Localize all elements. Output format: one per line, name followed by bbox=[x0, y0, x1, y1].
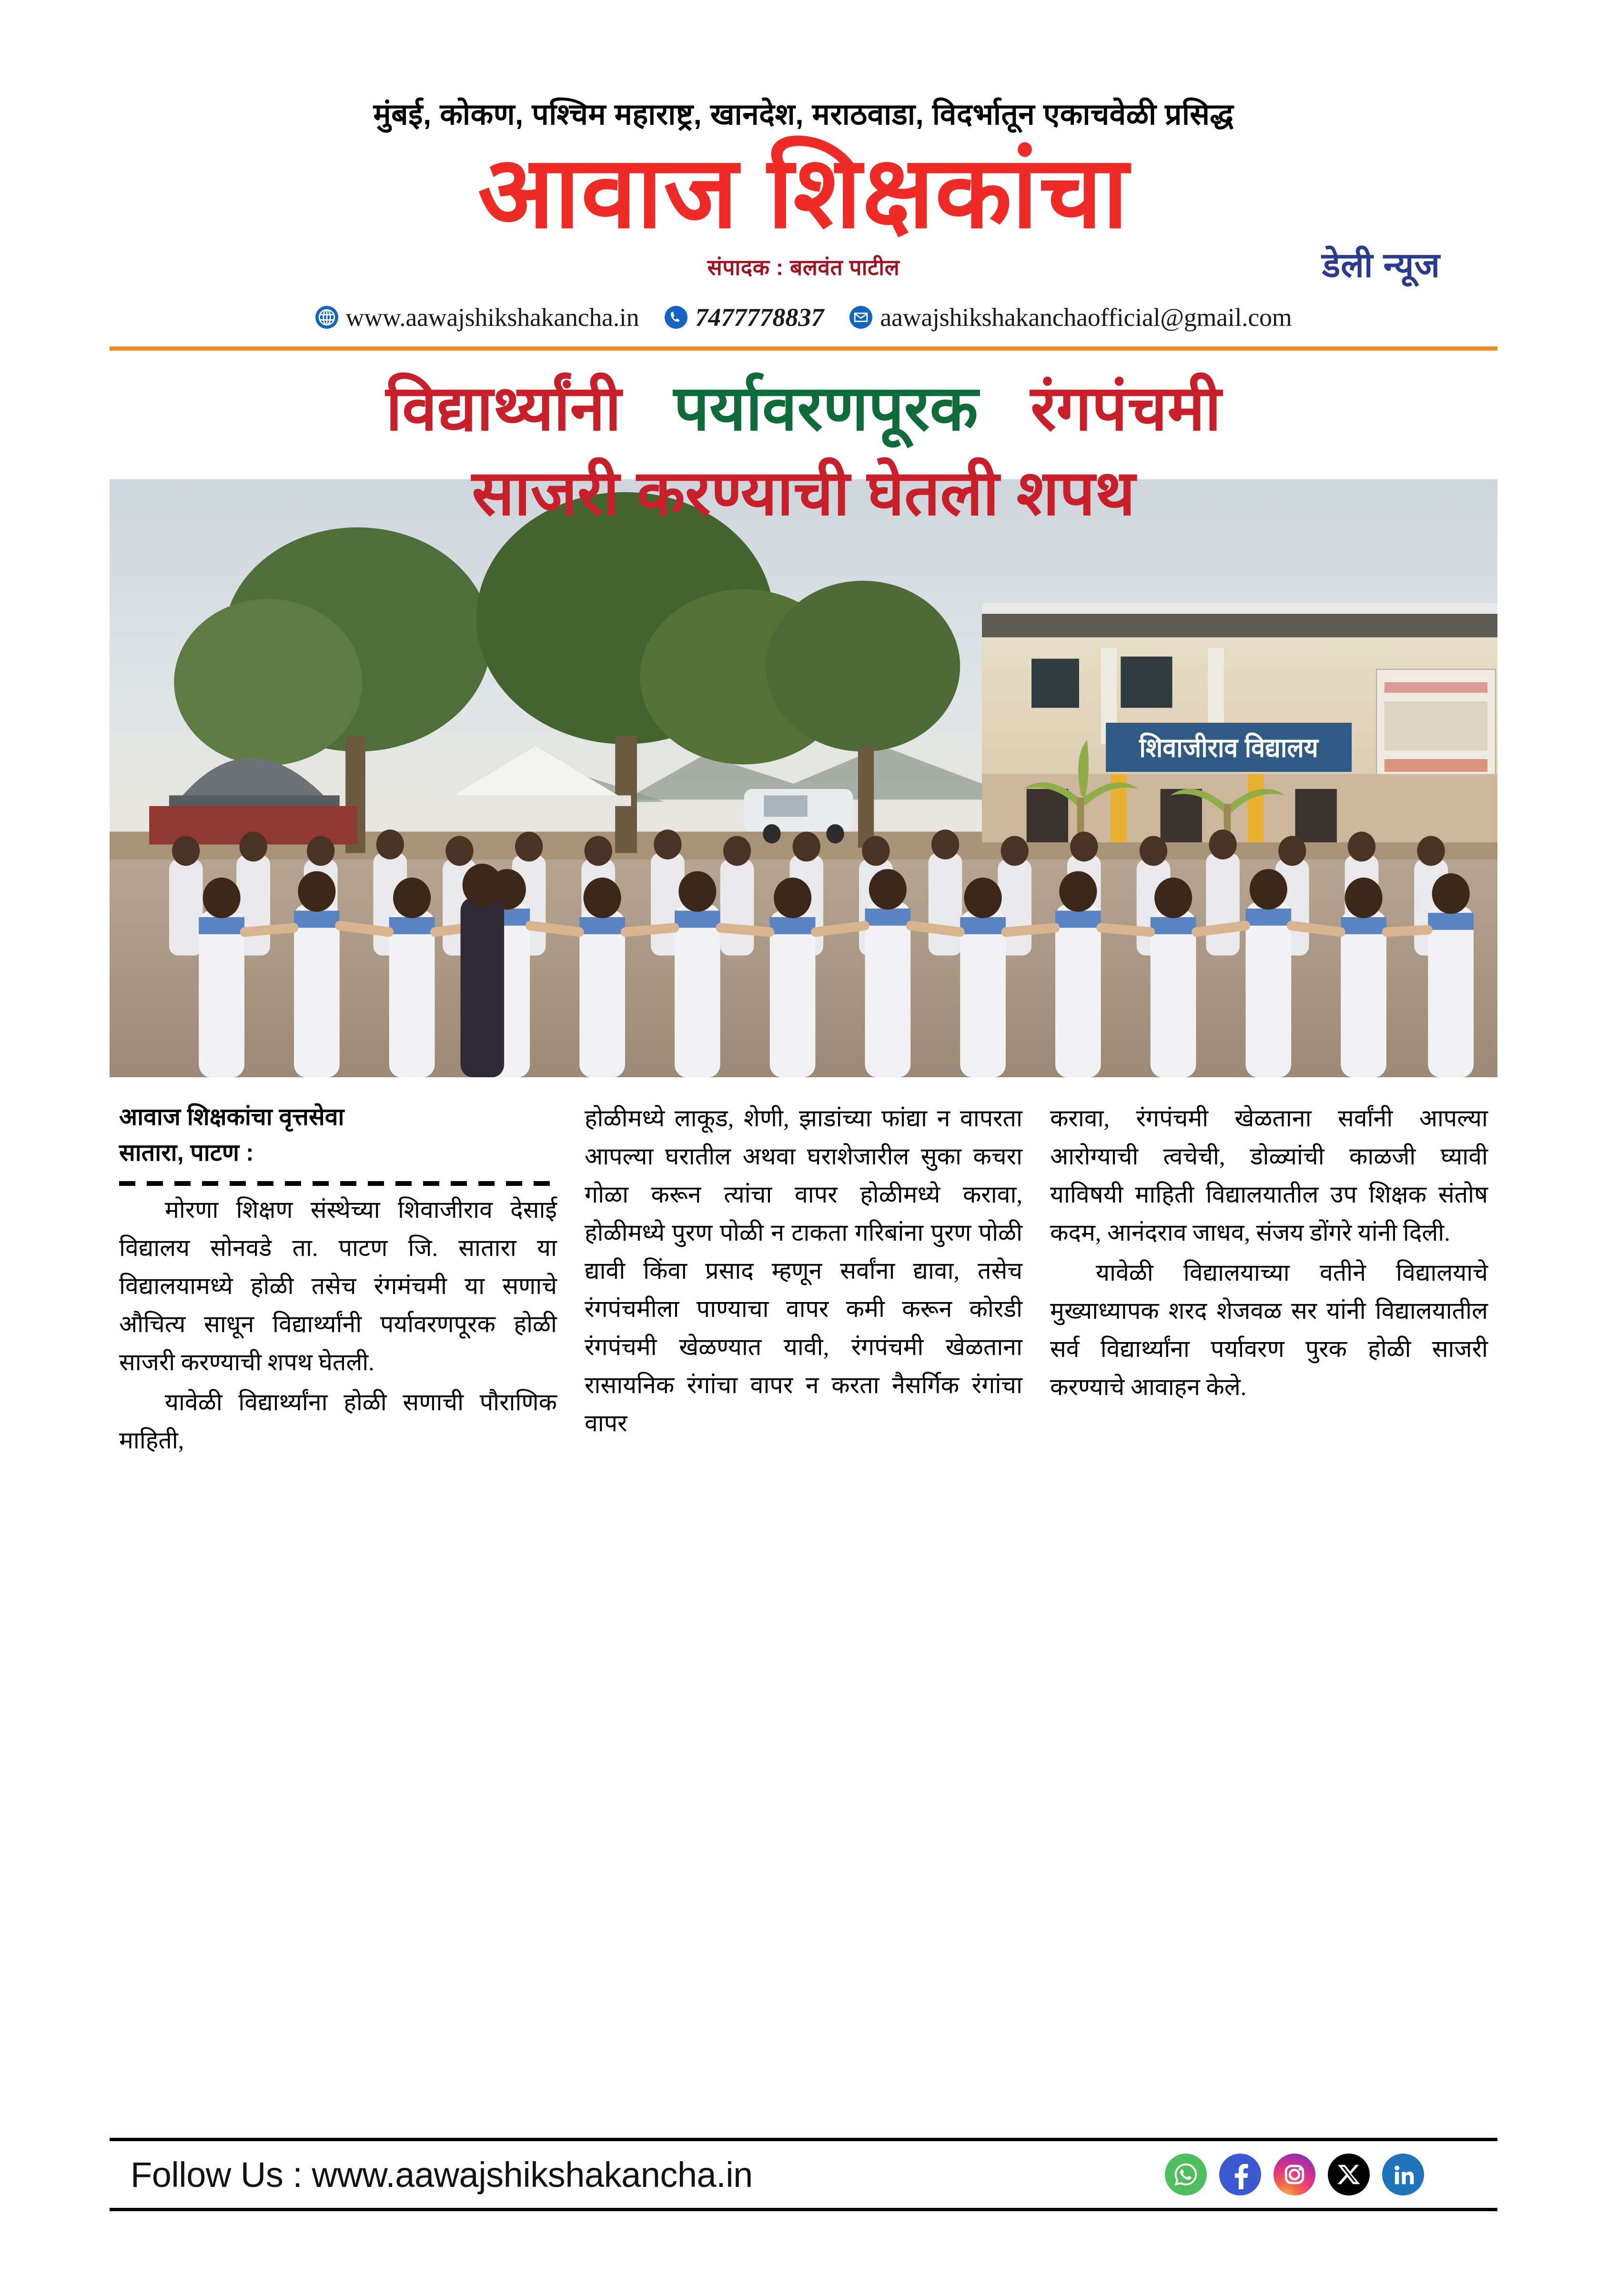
byline-place: सातारा, पाटण : bbox=[119, 1139, 254, 1166]
photo-illustration bbox=[110, 479, 1497, 1077]
headline-line-1 bbox=[91, 367, 1516, 450]
footer-content bbox=[110, 2141, 1497, 2208]
contact-email[interactable] bbox=[849, 303, 1292, 332]
headline-word-ecofriendly: पर्यावरणपूरक bbox=[673, 373, 978, 443]
article-column-1 bbox=[119, 1099, 557, 1461]
footer-top-rule bbox=[110, 2138, 1497, 2141]
contact-email-text: aawajshikshakanchaofficial@gmail.com bbox=[880, 303, 1292, 332]
article-column-3 bbox=[1050, 1099, 1488, 1461]
editor-credit: संपादक : बलवंत पाटील bbox=[707, 254, 900, 280]
page-footer bbox=[110, 2138, 1497, 2211]
masthead-tagline: मुंबई, कोकण, पश्चिम महाराष्ट्र, खानदेश, मराठवाडा, विदर्भातून एकाचवेळी प्रसिद्ध bbox=[373, 98, 1234, 131]
linkedin-icon[interactable] bbox=[1382, 2154, 1424, 2195]
follow-us-label: Follow Us : www.aawajshikshakancha.in bbox=[131, 2154, 753, 2195]
headline-word-students: विद्यार्थ्यांनी bbox=[385, 373, 621, 443]
contact-phone-text: 7477778837 bbox=[695, 303, 824, 332]
daily-news-label: डेली न्यूज bbox=[1322, 246, 1440, 284]
article-body bbox=[119, 1099, 1488, 1461]
x-twitter-icon[interactable] bbox=[1328, 2154, 1370, 2195]
article-photo bbox=[110, 479, 1497, 1077]
article-paragraph: यावेळी विद्यालयाच्या वतीने विद्यालयाचे मुख्याध्यापक शरद शेजवळ सर यांनी विद्यालयातील सर्व विद्यार्थ्यांना पर्यावरण पुरक होळी साजरी करण्याचे आवाहन केले. bbox=[1050, 1259, 1488, 1401]
article-paragraph: मोरणा शिक्षण संस्थेच्या शिवाजीराव देसाई विद्यालय सोनवडे ता. पाटण जि. सातारा या विद्यालयामध्ये होळी तसेच रंगमंचमी या सणाचे औचित्य साधून विद्यार्थ्यांनी पर्यावरणपूरक होळी साजरी करण्याची शपथ घेतली. bbox=[119, 1196, 557, 1376]
contact-website-text: www.aawajshikshakancha.in bbox=[345, 303, 639, 332]
whatsapp-icon[interactable] bbox=[1165, 2154, 1207, 2195]
instagram-icon[interactable] bbox=[1273, 2154, 1315, 2195]
contact-website[interactable] bbox=[315, 303, 639, 332]
svg-text:शिवाजीराव विद्यालय: शिवाजीराव विद्यालय bbox=[1139, 733, 1318, 763]
headline-word-rangpanchami: रंगपंचमी bbox=[1030, 373, 1222, 443]
footer-bottom-rule bbox=[110, 2208, 1497, 2211]
masthead-title-row bbox=[110, 136, 1497, 249]
masthead-subrow bbox=[110, 243, 1497, 288]
article-paragraph: यावेळी विद्यार्थ्यांना होळी सणाची पौराणिक माहिती, bbox=[119, 1389, 557, 1454]
social-links bbox=[1165, 2154, 1476, 2195]
contact-strip bbox=[0, 303, 1607, 332]
phone-icon bbox=[665, 306, 687, 329]
headline-line-2: साजरी करण्याची घेतली शपथ bbox=[472, 458, 1135, 528]
envelope-icon bbox=[849, 306, 872, 329]
contact-phone[interactable] bbox=[665, 303, 824, 332]
headline bbox=[91, 367, 1516, 535]
article-paragraph: करावा, रंगपंचमी खेळताना सर्वांनी आपल्या आरोग्याची त्वचेची, डोळ्यांची काळजी घ्यावी याविषयी माहिती विद्यालयातील उप शिक्षक संतोष कदम, आनंदराव जाधव, संजय डोंगरे यांनी दिली. bbox=[1050, 1105, 1488, 1246]
masthead bbox=[0, 0, 1607, 288]
article-column-2 bbox=[585, 1099, 1022, 1461]
globe-icon bbox=[315, 306, 338, 329]
article-paragraph: होळीमध्ये लाकूड, शेणी, झाडांच्या फांद्या न वापरता आपल्या घरातील अथवा घराशेजारील सुका कचरा गोळा करून त्यांचा वापर होळीमध्ये करावा, होळीमध्ये पुरण पोळी न टाकता गरिबांना पुरण पोळी द्यावी किंवा प्रसाद म्हणून सर्वांना द्यावा, तसेच रंगपंचमीला पाण्याचा वापर कमी करून कोरडी रंगपंचमी खेळण्यात यावी, रंगपंचमी खेळताना रासायनिक रंगांचा वापर न करता नैसर्गिक रंगांचा वापर bbox=[585, 1105, 1022, 1437]
article-photo-wrap bbox=[110, 479, 1497, 1077]
facebook-icon[interactable] bbox=[1219, 2154, 1261, 2195]
masthead-divider bbox=[110, 346, 1497, 351]
byline-dashed-rule bbox=[119, 1181, 557, 1186]
paper-title: आवाज शिक्षकांचा bbox=[477, 136, 1130, 249]
byline-agency: आवाज शिक्षकांचा वृत्तसेवा bbox=[119, 1103, 344, 1131]
